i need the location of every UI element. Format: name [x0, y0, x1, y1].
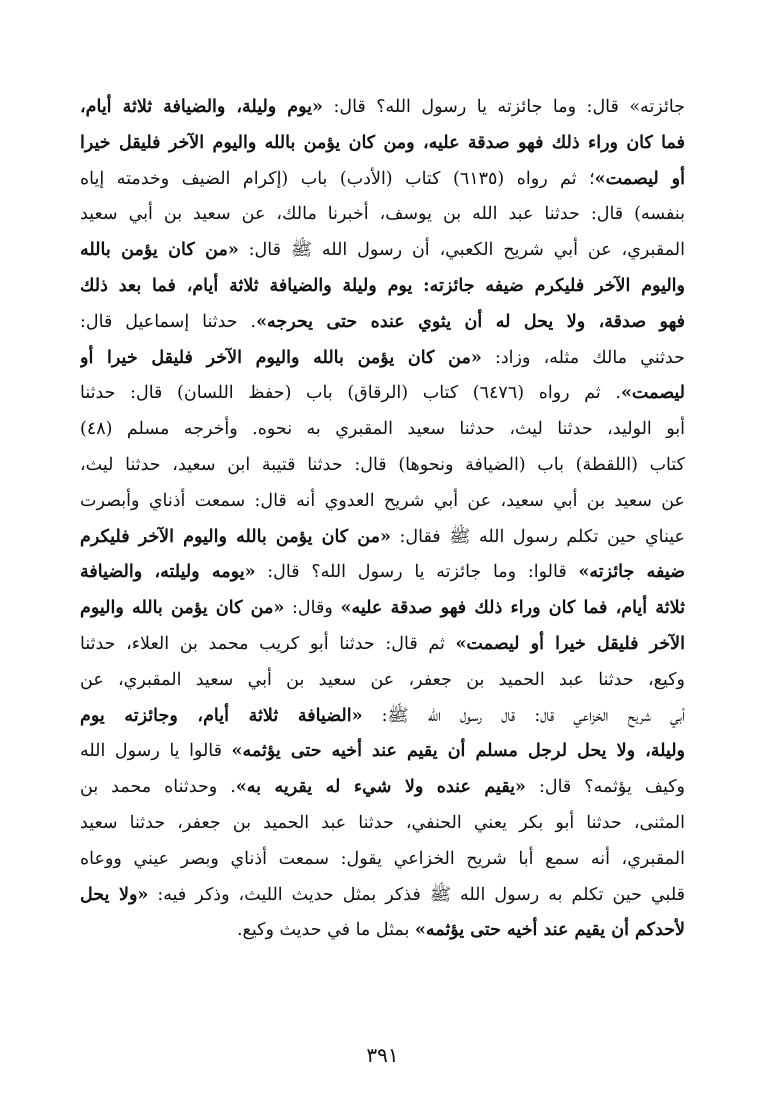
- hadith-quote: «الضيافة ثلاثة أيام، وجائزته يوم: [80, 705, 363, 726]
- narration-text: . وحدثناه محمد بن: [80, 777, 236, 798]
- hadith-quote: واليوم الآخر فليكرم ضيفه جائزته: يوم وليلة والضيافة ثلاثة أيام، فما بعد ذلك: [80, 275, 685, 296]
- narration-text: وكيع، حدثنا عبد الحميد بن جعفر، عن سعيد بن أبي سعيد المقبري، عن: [80, 669, 685, 690]
- narration-text: أبي شريح الخزاعي قال: قال رسول الله ﷺ:: [362, 705, 685, 726]
- text-line: [80, 806, 685, 842]
- hadith-quote: ليصمت»: [620, 383, 685, 404]
- text-line: [80, 412, 685, 448]
- text-line: [80, 699, 685, 735]
- narration-text: كتاب (اللقطة) باب (الضيافة ونحوها) قال: حدثنا قتيبة ابن سعيد، حدثنا ليث،: [80, 454, 685, 475]
- hadith-quote: «من كان يؤمن بالله واليوم الآخر فليقل خيرا أو: [80, 347, 482, 368]
- narration-text: وقال:: [284, 598, 341, 619]
- text-line: [80, 269, 685, 305]
- narration-text: . حدثنا إسماعيل قال:: [80, 311, 257, 332]
- hadith-quote: «يومه وليلته، والضيافة: [80, 562, 256, 583]
- hadith-quote: لأحدكم أن يقيم عند أخيه حتى يؤثمه»: [414, 920, 685, 941]
- hadith-quote: «ولا يحل: [80, 884, 149, 905]
- hadith-quote: ضيفه جائزته»: [578, 562, 685, 583]
- text-line: [80, 842, 685, 878]
- text-line: [80, 878, 685, 914]
- text-line: [80, 341, 685, 377]
- text-line: [80, 555, 685, 591]
- narration-text: المثنى، حدثنا أبو بكر يعني الحنفي، حدثنا عبد الحميد بن جعفر، حدثنا سعيد: [80, 812, 685, 833]
- text-line: [80, 734, 685, 770]
- narration-text: بمثل ما في حديث وكيع.: [236, 920, 415, 941]
- narration-text: المقبري، عن أبي شريح الكعبي، أن رسول الله ﷺ قال:: [238, 240, 685, 261]
- hadith-quote: ثلاثة أيام، فما كان وراء ذلك فهو صدقة عليه»: [340, 598, 685, 619]
- text-line: [80, 484, 685, 520]
- narration-text: عيناي حين تكلم رسول الله ﷺ فقال:: [390, 526, 685, 547]
- text-line: [80, 162, 685, 198]
- hadith-quote: فهو صدقة، ولا يحل له أن يثوي عنده حتى يحرجه»: [256, 311, 685, 332]
- narration-text: قالوا يا رسول الله: [80, 741, 232, 762]
- narration-text: ؛ ثم رواه (٦١٣٥) كتاب (الأدب) باب (إكرام الضيف وخدمته إياه: [80, 168, 595, 189]
- hadith-quote: «يقيم عنده ولا شيء له يقريه به»: [235, 777, 526, 798]
- text-line: [80, 520, 685, 556]
- text-line: [80, 591, 685, 627]
- text-line: [80, 233, 685, 269]
- hadith-quote: «يوم وليلة، والضيافة ثلاثة أيام،: [80, 97, 323, 117]
- narration-text: أبو الوليد، حدثنا ليث، حدثنا سعيد المقبري به نحوه. وأخرجه مسلم (٤٨): [80, 419, 685, 440]
- hadith-quote: «من كان يؤمن بالله واليوم: [80, 598, 285, 619]
- page-number: ٣٩١: [366, 1043, 399, 1067]
- hadith-quote: فما كان وراء ذلك فهو صدقة عليه، ومن كان يؤمن بالله واليوم الآخر فليقل خيرا: [80, 132, 685, 153]
- text-line: [80, 663, 685, 699]
- narration-text: وكيف يؤثمه؟ قال:: [526, 777, 685, 798]
- text-line: [80, 197, 685, 233]
- hadith-quote: «من كان يؤمن بالله: [80, 240, 239, 261]
- text-line: [80, 305, 685, 341]
- narration-text: عن سعيد بن أبي سعيد، عن أبي شريح العدوي أنه قال: سمعت أذناي وأبصرت: [80, 490, 685, 511]
- text-line: [80, 90, 685, 126]
- narration-text: حدثني مالك مثله، وزاد:: [481, 347, 685, 368]
- narration-text: ثم قال: حدثنا أبو كريب محمد بن العلاء، حدثنا: [80, 633, 456, 654]
- hadith-quote: الآخر فليقل خيرا أو ليصمت»: [455, 633, 685, 654]
- text-line: [80, 770, 685, 806]
- narration-text: قلبي حين تكلم به رسول الله ﷺ فذكر بمثل حديث الليث، وذكر فيه:: [148, 884, 685, 905]
- narration-text: جائزته» قال: وما جائزته يا رسول الله؟ قال:: [322, 97, 685, 117]
- narration-text: قالوا: وما جائزته يا رسول الله؟ قال:: [255, 562, 579, 583]
- hadith-quote: وليلة، ولا يحل لرجل مسلم أن يقيم عند أخيه حتى يؤثمه»: [231, 741, 685, 762]
- text-line: [80, 376, 685, 412]
- narration-text: بنفسه) قال: حدثنا عبد الله بن يوسف، أخبرنا مالك، عن سعيد بن أبي سعيد: [80, 204, 685, 225]
- text-line: [80, 448, 685, 484]
- text-line: [80, 126, 685, 162]
- hadith-quote: «من كان يؤمن بالله واليوم الآخر فليكرم: [80, 526, 391, 547]
- text-line: [80, 627, 685, 663]
- hadith-quote: أو ليصمت»: [594, 168, 685, 189]
- text-body: [80, 90, 685, 949]
- narration-text: المقبري، أنه سمع أبا شريح الخزاعي يقول: سمعت أذناي وبصر عيني ووعاه: [80, 848, 685, 869]
- text-line: [80, 913, 685, 949]
- narration-text: . ثم رواه (٦٤٧٦) كتاب (الرقاق) باب (حفظ اللسان) قال: حدثنا: [80, 383, 621, 404]
